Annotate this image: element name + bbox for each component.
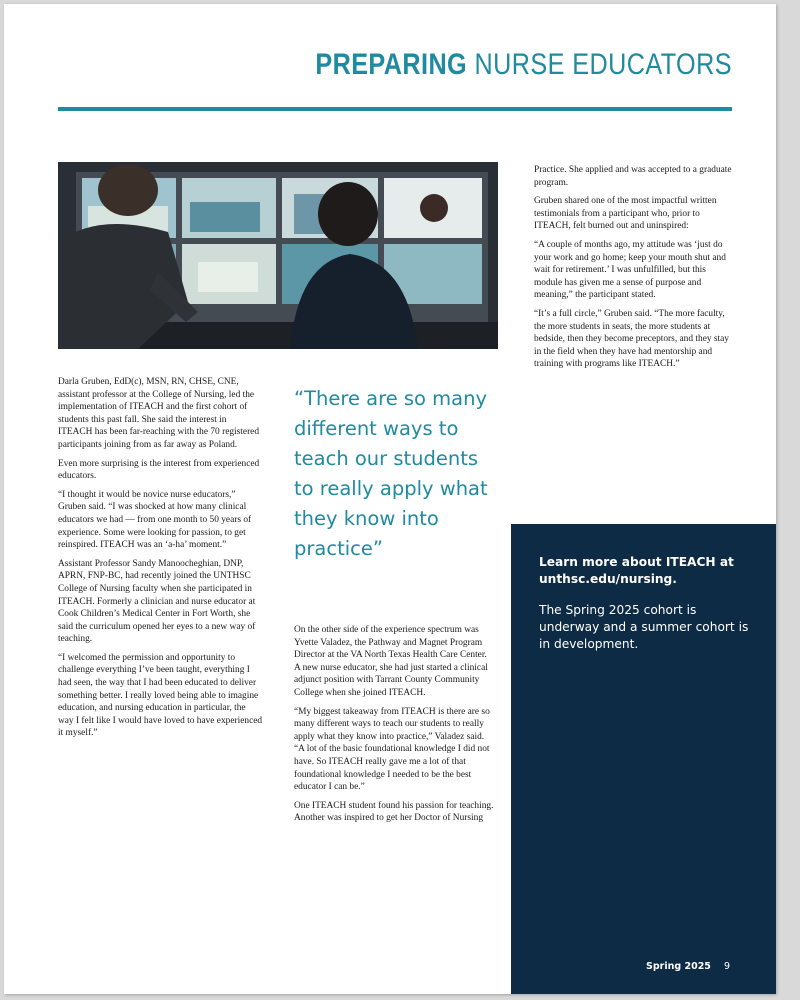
paragraph: “I thought it would be novice nurse educators,” Gruben said. “I was shocked at how many clinical educators we had — from one month to 50 years of experience. Some were looking for passion, to get reinspired. ITEACH was an ‘a-ha’ moment.” bbox=[58, 489, 252, 551]
paragraph: Practice. She applied and was accepted to a graduate program. bbox=[534, 165, 732, 188]
paragraph: Gruben shared one of the most impactful written testimonials from a participant who, prior to ITEACH, felt burned out and uninspired: bbox=[534, 196, 717, 232]
sidebar-body: The Spring 2025 cohort is underway and a summer cohort is in development. bbox=[539, 603, 749, 651]
article-column-3 bbox=[534, 164, 734, 377]
header-divider bbox=[58, 107, 732, 111]
magazine-page bbox=[4, 4, 776, 994]
paragraph: “I welcomed the permission and opportunity to challenge everything I’ve been taught, everything I had seen, the way that I had been educated to deliver something better. I really loved being able to imagine education, and nursing education in particular, the way I felt like I would have loved to have experienced it myself.” bbox=[58, 652, 263, 739]
photo-illustration bbox=[58, 162, 498, 349]
simulation-lab-photo bbox=[58, 162, 498, 349]
paragraph: Darla Gruben, EdD(c), MSN, RN, CHSE, CNE, assistant professor at the College of Nursing, led the implementation of ITEACH and the first cohort of students this past fall. She said the interest in ITEACH has been far-reaching with the 70 registered participants joining from as far away as Poland. bbox=[58, 377, 260, 450]
paragraph: “My biggest takeaway from ITEACH is there are so many different ways to teach our students to really apply what they know into practice,” Valadez said. “A lot of the basic foundational knowledge I did not have. So ITEACH really gave me a lot of that foundational knowledge I needed to be the best educator I can be.” bbox=[294, 706, 490, 793]
paragraph: “It’s a full circle,” Gruben said. “The more faculty, the more students in seats, the more students at bedside, then they become preceptors, and they stay in the field when they have had mentorship and training with programs like ITEACH.” bbox=[534, 308, 729, 370]
header-title-light: NURSE EDUCATORS bbox=[474, 48, 732, 81]
footer-season: Spring 2025 bbox=[646, 961, 711, 972]
paragraph: Assistant Professor Sandy Manoocheghian, DNP, APRN, FNP-BC, had recently joined the UNTHSC College of Nursing faculty when she participated in ITEACH. Formerly a clinician and nurse educator at Cook Children’s Medical Center in Fort Worth, she said the curriculum opened her eyes to a new way of teaching. bbox=[58, 558, 256, 645]
paragraph: One ITEACH student found his passion for teaching. Another was inspired to get her Doctor of Nursing bbox=[294, 800, 494, 824]
page-header bbox=[315, 48, 732, 82]
page-footer bbox=[646, 961, 730, 972]
page-number: 9 bbox=[723, 961, 730, 972]
info-sidebar bbox=[511, 524, 776, 994]
article-column-2 bbox=[294, 624, 494, 831]
paragraph: “A couple of months ago, my attitude was ‘just do your work and go home; keep your mouth shut and wait for retirement.’ I was unfulfilled, but this module has given me a sense of purpose and meaning,” the participant stated. bbox=[534, 239, 726, 301]
paragraph: Even more surprising is the interest from experienced educators. bbox=[58, 458, 260, 482]
header-title-strong: PREPARING bbox=[315, 48, 468, 81]
article-column-1 bbox=[58, 376, 263, 746]
sidebar-title: Learn more about ITEACH at unthsc.edu/nursing. bbox=[539, 555, 734, 586]
pull-quote: “There are so many different ways to teach our students to really apply what they know into practice” bbox=[294, 387, 488, 560]
paragraph: On the other side of the experience spectrum was Yvette Valadez, the Pathway and Magnet Program Director at the VA North Texas Health Care Center. A new nurse educator, she had just started a clinical adjunct position with Tarrant County Community College when she joined ITEACH. bbox=[294, 625, 488, 698]
